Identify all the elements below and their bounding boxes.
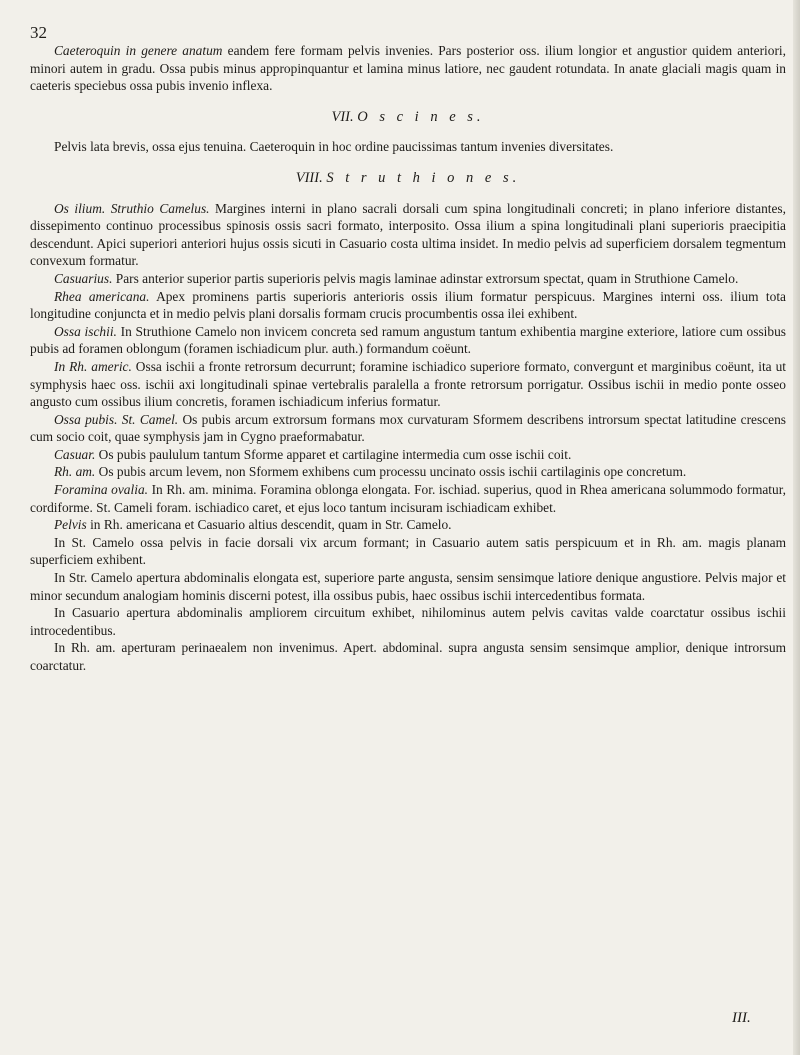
paragraph-text: Margines interni in plano sacrali dorsali cum spina longitudinali concreti; in plano inferiore distantes, dissepimento continuo processibus spinosis ossis sacri formato, interposito. Ossa ilium a spina longitudinali plani superioris praecipitia descendunt. Apici superiori anteriori hujus ossis sicuti in Casuario costa ultima insidet. In medio pelvis ad superficiem dorsalem tegmentum convexum formatur. — [30, 200, 786, 269]
paragraph-casuario — [30, 604, 786, 639]
paragraph-foramina — [30, 481, 786, 516]
paragraph-text: in Rh. americana et Casuario altius descendit, quam in Str. Camelo. — [86, 517, 452, 533]
section-heading-struthiones — [30, 170, 786, 188]
paragraph-lead: Foramina ovalia. — [54, 482, 148, 498]
paragraph-text: Apex prominens partis superioris anterioris ossis ilium formatur perspicuus. Margines interni oss. ilium tota longitudine conjuncta et in medio pelvis plani dorsalis formam crucis procumbentis ossa ilei exhibent. — [30, 288, 786, 322]
paragraph-casuar — [30, 446, 786, 464]
paragraph-lead: Ossa ischii. — [54, 323, 117, 339]
paragraph-text: In Rh. am. minima. Foramina oblonga elongata. For. ischiad. superius, quod in Rhea americana solummodo formatur, cordiforme. St. Cameli foram. ischiadico caret, et ejus loco tantum incisuram ischiadicam exhibet. — [30, 482, 786, 515]
paragraph-text: Ossa ischii a fronte retrorsum decurrunt; foramine ischiadico superiore formato, convergunt et marginibus coëunt, ita ut symphysis haec oss. ischii axi longitudinali spinae vertebralis paralella a fronte retrorsum porrigatur. Ossibus ischii in medio ponte osseo angusto cum ossibus ilium concretis, foramen ischiadicum inferius formatur. — [30, 358, 786, 410]
intro-text: eandem fere formam pelvis invenies. Pars posterior oss. ilium longior et angustior quidem anteriori, minori autem in gradu. Ossa pubis minus appropinquantur et lamina minus latiore, nec gaudent rotundata. In anate glaciali magis quam in caeteris speciebus ossa pubis invenio inflexa. — [30, 43, 786, 94]
paragraph-text: In Str. Camelo apertura abdominalis elongata est, superiore parte angusta, sensim sensimque latiore denique angustiore. Pelvis major et minor secundum analogiam hominis discerni potest, illa ossibus pubis, haec ossibus ischii intercedentibus formata. — [30, 570, 786, 603]
section-title: S t r u t h i o n e s. — [326, 169, 521, 186]
paragraph-pelvis — [30, 516, 786, 534]
catchword: III. — [732, 1010, 751, 1026]
paragraph-lead: Pelvis — [54, 517, 87, 533]
section-title: O s c i n e s. — [357, 108, 485, 125]
page-body — [30, 42, 786, 675]
page-number: 32 — [30, 23, 47, 42]
paragraph-lead: Os ilium. Struthio Camelus. — [54, 200, 210, 216]
paragraph-text: Os pubis paululum tantum Sforme apparet et cartilagine intermedia cum osse ischii coit. — [95, 446, 572, 462]
paragraph-lead: In Rh. americ. — [54, 358, 132, 374]
intro-paragraph — [30, 42, 786, 95]
paragraph-rh-americ — [30, 358, 786, 411]
paragraph-lead: Rh. am. — [54, 464, 96, 480]
paragraph-text: In Casuario apertura abdominalis ampliorem circuitum exhibet, nihilominus autem pelvis cavitas valde coarctatur ossibus ischii introcedentibus. — [30, 605, 786, 638]
paragraph-ossa-ischii — [30, 323, 786, 358]
paragraph-rhea — [30, 288, 786, 323]
paragraph-str-camelo — [30, 569, 786, 604]
paragraph-text: In Struthione Camelo non invicem concreta sed ramum angustum tantum exhibentia margine exteriore, latiore cum ossibus pubis ad foramen oblongum (foramen ischiadicum plur. auth.) formandum coëunt. — [30, 323, 786, 357]
section-heading-oscines — [30, 109, 786, 127]
paragraph-st-camelo — [30, 534, 786, 569]
paragraph-text: In Rh. am. aperturam perinaealem non invenimus. Apert. abdominal. supra angusta sensim sensimque amplior, denique introrsum coarctatur. — [30, 640, 786, 673]
paragraph-os-ilium — [30, 200, 786, 270]
paragraph-lead: Ossa pubis. St. Camel. — [54, 411, 179, 427]
section-numeral: VII. — [331, 108, 354, 125]
paragraph-rh-am — [30, 463, 786, 481]
page-edge — [793, 0, 800, 1055]
section-numeral: VIII. — [295, 169, 323, 186]
paragraph-text: Pars anterior superior partis superioris pelvis magis laminae adinstar extrorsum spectat, quam in Struthione Camelo. — [112, 270, 739, 286]
paragraph-lead: Casuarius. — [54, 270, 113, 286]
intro-lead: Caeteroquin in genere anatum — [54, 43, 223, 58]
paragraph-text: Os pubis arcum extrorsum formans mox curvaturam Sformem describens introrsum spectat latitudine crescens cum socio coit, quae symphysis jam in Cygno praeformabatur. — [30, 411, 786, 445]
paragraph-casuarius — [30, 270, 786, 288]
paragraph-lead: Casuar. — [54, 446, 96, 462]
oscines-paragraph: Pelvis lata brevis, ossa ejus tenuina. Caeteroquin in hoc ordine paucissimas tantum invenies diversitates. — [54, 139, 614, 155]
paragraph-rh-am-apertura — [30, 639, 786, 674]
paragraph-text: Os pubis arcum levem, non Sformem exhibens cum processu uncinato ossis ischii cartilaginis ope concretum. — [95, 464, 687, 480]
paragraph-text: In St. Camelo ossa pelvis in facie dorsali vix arcum formant; in Casuario autem satis perspicuum et in Rh. am. magis planam superficiem exhibent. — [30, 534, 786, 568]
paragraph-lead: Rhea americana. — [54, 288, 150, 304]
paragraph-ossa-pubis — [30, 411, 786, 446]
